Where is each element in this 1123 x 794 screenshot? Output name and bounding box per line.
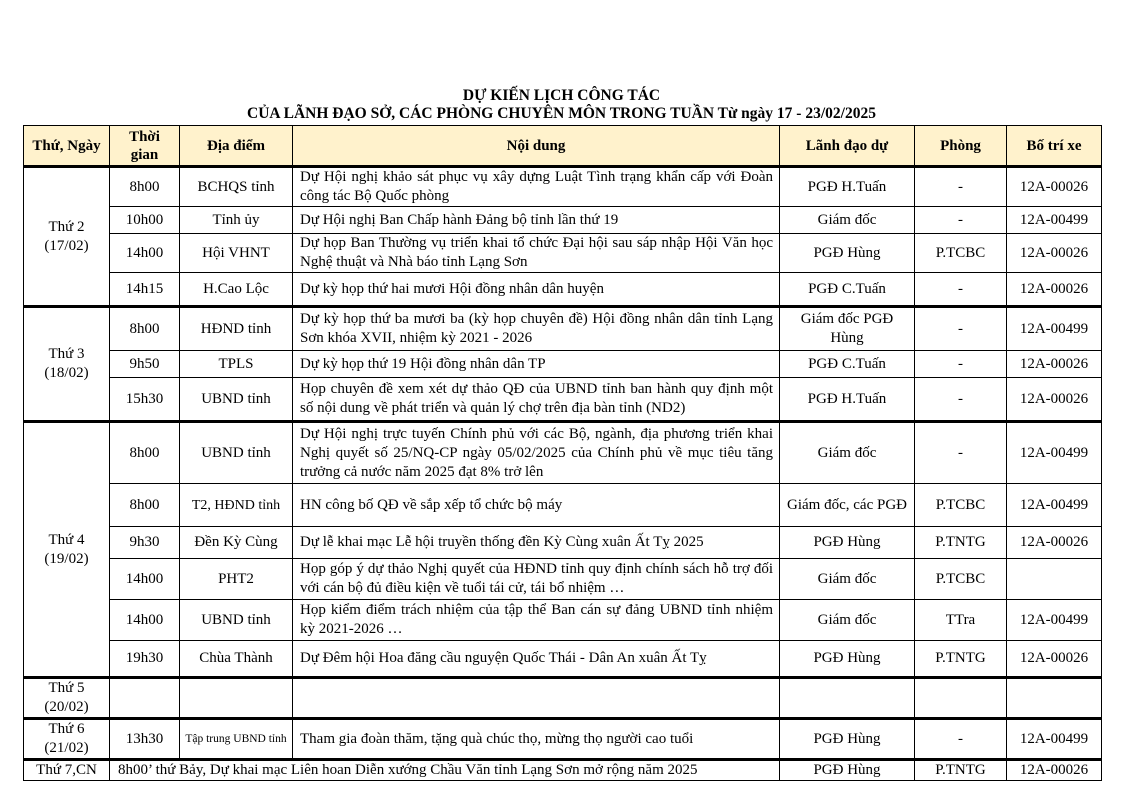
dept-cell: -: [915, 207, 1007, 234]
table-row: [24, 641, 1102, 678]
leader-cell: PGĐ Hùng: [780, 719, 915, 760]
day-cell: Thứ 7,CN: [24, 760, 110, 781]
car-cell: 12A-00026: [1007, 527, 1102, 559]
content-cell: Dự Hội nghị Ban Chấp hành Đảng bộ tỉnh lần thứ 19: [293, 207, 780, 234]
dept-cell: -: [915, 307, 1007, 351]
table-row: [24, 760, 1102, 781]
time-cell: [110, 678, 180, 719]
dept-cell: P.TNTG: [915, 527, 1007, 559]
car-cell: 12A-00026: [1007, 641, 1102, 678]
place-cell: H.Cao Lộc: [180, 273, 293, 307]
place-cell: UBND tỉnh: [180, 422, 293, 484]
dept-cell: P.TNTG: [915, 760, 1007, 781]
header-content: Nội dung: [293, 126, 780, 167]
dept-cell: P.TCBC: [915, 484, 1007, 527]
content-cell: Họp chuyên đề xem xét dự thảo QĐ của UBND tỉnh ban hành quy định một số nội dung về phát triển và quản lý chợ trên địa bàn tỉnh (ND2): [293, 378, 780, 422]
dept-cell: -: [915, 167, 1007, 207]
content-cell: Dự kỳ họp thứ hai mươi Hội đồng nhân dân huyện: [293, 273, 780, 307]
leader-cell: PGĐ H.Tuấn: [780, 167, 915, 207]
content-cell: HN công bố QĐ về sắp xếp tổ chức bộ máy: [293, 484, 780, 527]
car-cell: [1007, 678, 1102, 719]
header-leader: Lãnh đạo dự: [780, 126, 915, 167]
table-row: [24, 527, 1102, 559]
dept-cell: -: [915, 378, 1007, 422]
time-cell: 19h30: [110, 641, 180, 678]
time-cell: 14h00: [110, 234, 180, 273]
content-cell: Dự họp Ban Thường vụ triển khai tổ chức Đại hội sau sáp nhập Hội Văn học Nghệ thuật và Nhà báo tỉnh Lạng Sơn: [293, 234, 780, 273]
dept-cell: -: [915, 273, 1007, 307]
time-cell: 9h50: [110, 351, 180, 378]
time-cell: 15h30: [110, 378, 180, 422]
car-cell: 12A-00026: [1007, 234, 1102, 273]
leader-cell: PGĐ Hùng: [780, 234, 915, 273]
schedule-subtitle: CỦA LÃNH ĐẠO SỞ, CÁC PHÒNG CHUYÊN MÔN TRONG TUẦN Từ ngày 17 - 23/02/2025: [247, 105, 876, 122]
dept-cell: TTra: [915, 600, 1007, 641]
car-cell: 12A-00026: [1007, 273, 1102, 307]
day-cell: Thứ 6 (21/02): [24, 719, 110, 760]
car-cell: 12A-00026: [1007, 351, 1102, 378]
place-cell: UBND tỉnh: [180, 378, 293, 422]
car-cell: 12A-00026: [1007, 167, 1102, 207]
car-cell: 12A-00499: [1007, 207, 1102, 234]
table-row: [24, 719, 1102, 760]
time-cell: 14h00: [110, 559, 180, 600]
place-cell: TPLS: [180, 351, 293, 378]
leader-cell: Giám đốc PGĐ Hùng: [780, 307, 915, 351]
leader-cell: PGĐ Hùng: [780, 641, 915, 678]
dept-cell: [915, 678, 1007, 719]
car-cell: 12A-00026: [1007, 760, 1102, 781]
content-cell: Dự lễ khai mạc Lễ hội truyền thống đền Kỳ Cùng xuân Ất Tỵ 2025: [293, 527, 780, 559]
dept-cell: -: [915, 719, 1007, 760]
car-cell: [1007, 559, 1102, 600]
table-row: [24, 273, 1102, 307]
table-row: [24, 600, 1102, 641]
time-cell: 9h30: [110, 527, 180, 559]
content-cell: Dự Hội nghị trực tuyến Chính phủ với các Bộ, ngành, địa phương triển khai Nghị quyết số 25/NQ-CP ngày 05/02/2025 của Chính phủ về mục tiêu tăng trưởng cả nước năm 2025 đạt 8% trở lên: [293, 422, 780, 484]
header-place: Địa điểm: [180, 126, 293, 167]
place-cell: Đền Kỳ Cùng: [180, 527, 293, 559]
header-dept: Phòng: [915, 126, 1007, 167]
table-row: [24, 207, 1102, 234]
day-cell: Thứ 3 (18/02): [24, 307, 110, 422]
leader-cell: Giám đốc: [780, 600, 915, 641]
table-row: [24, 484, 1102, 527]
content-cell: Dự Hội nghị khảo sát phục vụ xây dựng Luật Tình trạng khẩn cấp với Đoàn công tác Bộ Quốc phòng: [293, 167, 780, 207]
place-cell: PHT2: [180, 559, 293, 600]
table-row: [24, 378, 1102, 422]
time-cell: 8h00: [110, 307, 180, 351]
content-cell: Dự kỳ họp thứ 19 Hội đồng nhân dân TP: [293, 351, 780, 378]
place-cell: UBND tỉnh: [180, 600, 293, 641]
content-cell: Dự kỳ họp thứ ba mươi ba (kỳ họp chuyên đề) Hội đồng nhân dân tỉnh Lạng Sơn khóa XVII, nhiệm kỳ 2021 - 2026: [293, 307, 780, 351]
day-cell: Thứ 4 (19/02): [24, 422, 110, 678]
content-cell: [293, 678, 780, 719]
table-row: [24, 234, 1102, 273]
table-row: [24, 167, 1102, 207]
time-cell: 14h15: [110, 273, 180, 307]
place-cell: [180, 678, 293, 719]
table-row: [24, 678, 1102, 719]
place-cell: Tỉnh ủy: [180, 207, 293, 234]
content-cell: Họp kiểm điểm trách nhiệm của tập thể Ban cán sự đảng UBND tỉnh nhiệm kỳ 2021-2026 …: [293, 600, 780, 641]
leader-cell: Giám đốc: [780, 207, 915, 234]
dept-cell: -: [915, 351, 1007, 378]
table-row: [24, 422, 1102, 484]
leader-cell: PGĐ Hùng: [780, 760, 915, 781]
time-cell: 14h00: [110, 600, 180, 641]
leader-cell: PGĐ C.Tuấn: [780, 273, 915, 307]
place-cell: Chùa Thành: [180, 641, 293, 678]
header-time: Thời gian: [110, 126, 180, 167]
leader-cell: PGĐ Hùng: [780, 527, 915, 559]
leader-cell: Giám đốc: [780, 422, 915, 484]
dept-cell: P.TCBC: [915, 559, 1007, 600]
content-cell: Tham gia đoàn thăm, tặng quà chúc thọ, mừng thọ người cao tuổi: [293, 719, 780, 760]
time-cell: 8h00: [110, 422, 180, 484]
leader-cell: PGĐ C.Tuấn: [780, 351, 915, 378]
dept-cell: P.TCBC: [915, 234, 1007, 273]
content-cell: 8h00’ thứ Bảy, Dự khai mạc Liên hoan Diễn xướng Chầu Văn tỉnh Lạng Sơn mở rộng năm 2025: [110, 760, 780, 781]
leader-cell: Giám đốc, các PGĐ: [780, 484, 915, 527]
header-car: Bố trí xe: [1007, 126, 1102, 167]
dept-cell: -: [915, 422, 1007, 484]
place-cell: BCHQS tỉnh: [180, 167, 293, 207]
content-cell: Họp góp ý dự thảo Nghị quyết của HĐND tỉnh quy định chính sách hỗ trợ đối với cán bộ đủ điều kiện về tuổi tái cử, tái bổ nhiệm …: [293, 559, 780, 600]
car-cell: 12A-00499: [1007, 719, 1102, 760]
table-row: [24, 307, 1102, 351]
place-cell: Tập trung UBND tỉnh: [180, 719, 293, 760]
table-row: [24, 351, 1102, 378]
leader-cell: [780, 678, 915, 719]
day-cell: Thứ 2 (17/02): [24, 167, 110, 307]
time-cell: 8h00: [110, 484, 180, 527]
car-cell: 12A-00499: [1007, 484, 1102, 527]
leader-cell: PGĐ H.Tuấn: [780, 378, 915, 422]
header-row: [24, 126, 1102, 167]
car-cell: 12A-00026: [1007, 378, 1102, 422]
place-cell: HĐND tỉnh: [180, 307, 293, 351]
day-cell: Thứ 5 (20/02): [24, 678, 110, 719]
car-cell: 12A-00499: [1007, 422, 1102, 484]
table-row: [24, 559, 1102, 600]
time-cell: 8h00: [110, 167, 180, 207]
place-cell: Hội VHNT: [180, 234, 293, 273]
dept-cell: P.TNTG: [915, 641, 1007, 678]
leader-cell: Giám đốc: [780, 559, 915, 600]
schedule-table: [23, 125, 1102, 781]
content-cell: Dự Đêm hội Hoa đăng cầu nguyện Quốc Thái - Dân An xuân Ất Tỵ: [293, 641, 780, 678]
time-cell: 13h30: [110, 719, 180, 760]
schedule-title: DỰ KIẾN LỊCH CÔNG TÁC: [462, 87, 661, 104]
car-cell: 12A-00499: [1007, 600, 1102, 641]
time-cell: 10h00: [110, 207, 180, 234]
header-day: Thứ, Ngày: [24, 126, 110, 167]
place-cell: T2, HĐND tỉnh: [180, 484, 293, 527]
car-cell: 12A-00499: [1007, 307, 1102, 351]
